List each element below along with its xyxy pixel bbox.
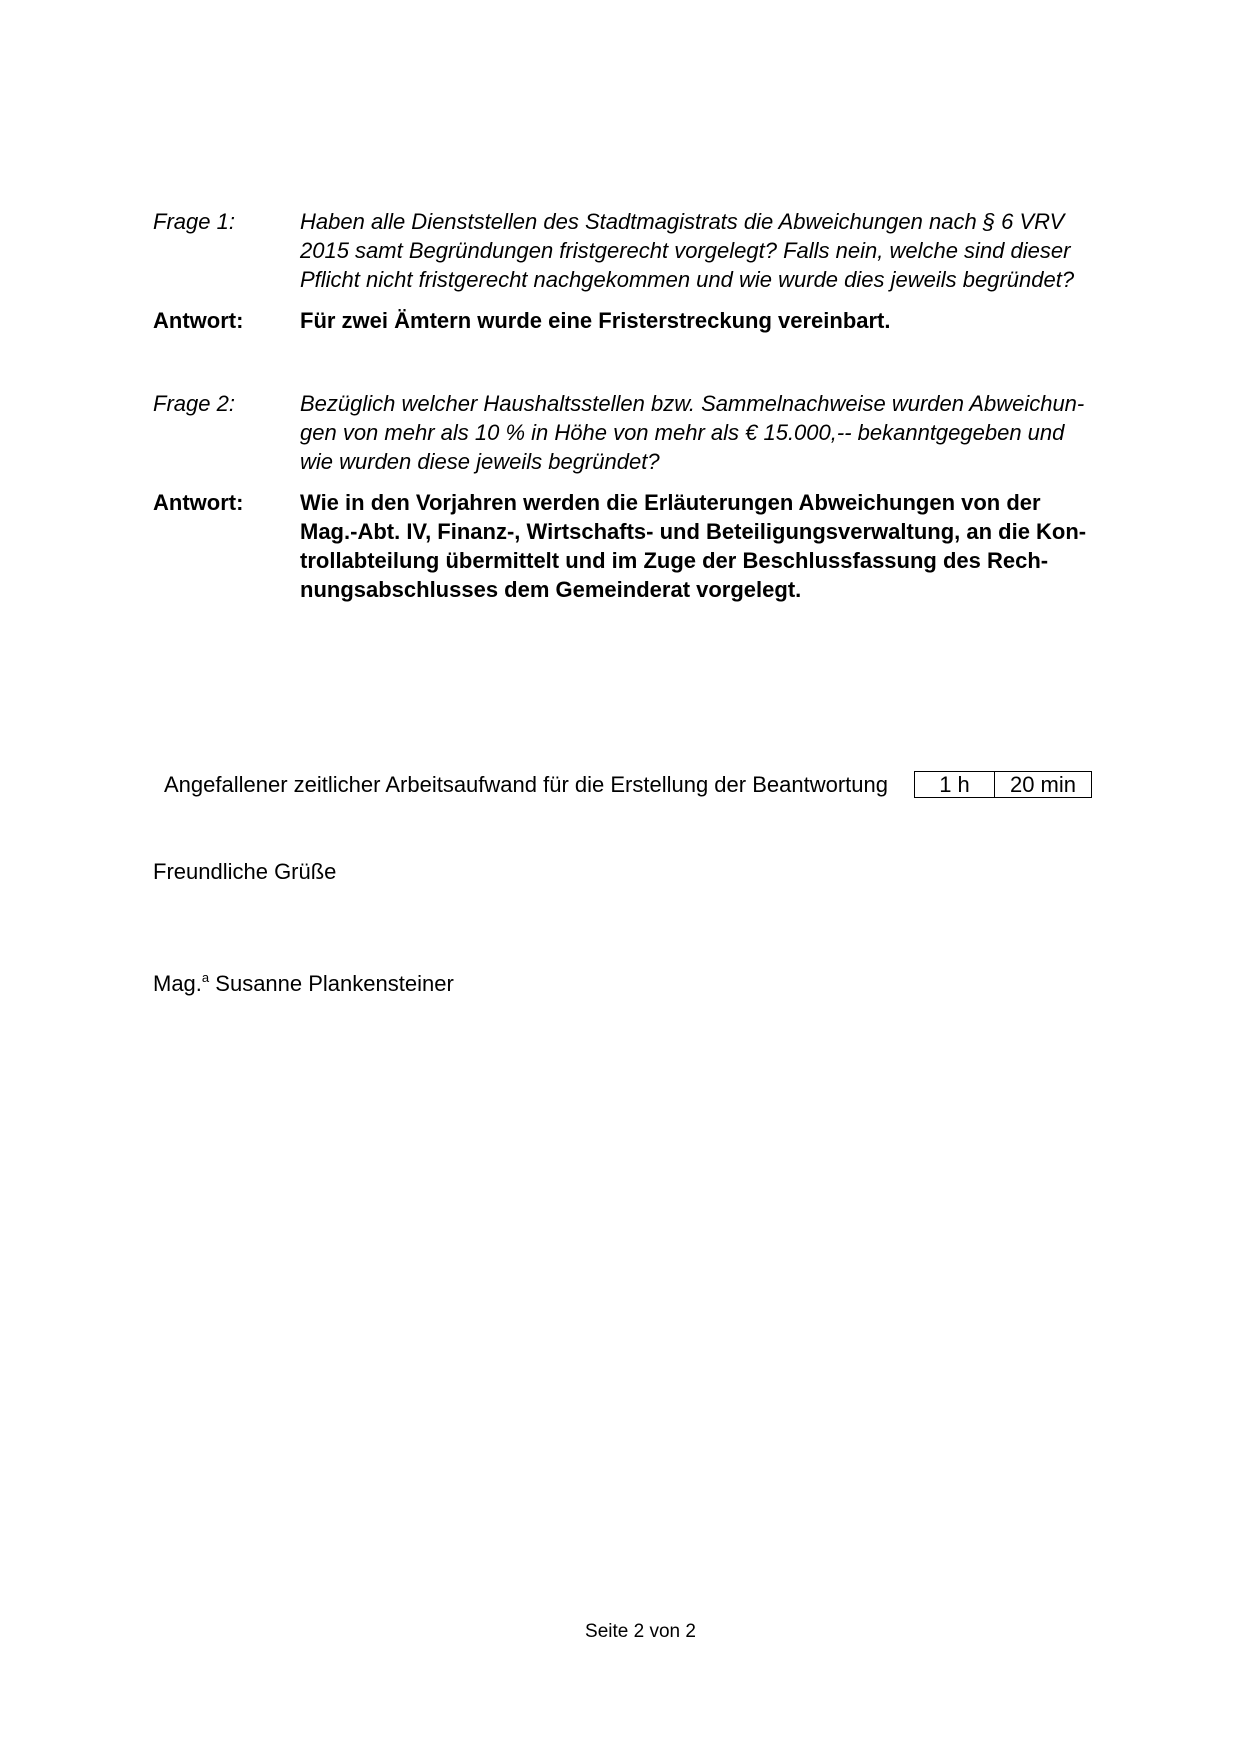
- answer-line: Für zwei Ämtern wurde eine Fristerstreckung vereinbart.: [300, 308, 891, 333]
- signatory-name: Susanne Plankensteiner: [215, 971, 454, 996]
- effort-label: Angefallener zeitlicher Arbeitsaufwand für die Erstellung der Beantwortung: [164, 771, 888, 797]
- answer-text: [300, 488, 1123, 604]
- qa-block-1: [153, 207, 1123, 335]
- answer-label: Antwort:: [153, 308, 244, 333]
- question-text: [300, 389, 1123, 476]
- effort-table-row: [914, 772, 1091, 798]
- academic-title: Mag.: [153, 971, 202, 996]
- question-label: Frage 1:: [153, 209, 235, 234]
- answer-line: Wie in den Vorjahren werden die Erläuterungen Abweichungen von der: [300, 490, 1041, 515]
- question-line: wie wurden diese jeweils begründet?: [300, 449, 660, 474]
- answer-line: nungsabschlusses dem Gemeinderat vorgelegt.: [300, 577, 802, 602]
- question-line: Pflicht nicht fristgerecht nachgekommen und wie wurde dies jeweils begründet?: [300, 267, 1075, 292]
- question-line: Haben alle Dienststellen des Stadtmagistrats die Abweichungen nach § 6 VRV: [300, 209, 1065, 234]
- answer-row: [153, 488, 1123, 604]
- question-text: [300, 207, 1123, 294]
- answer-label: Antwort:: [153, 490, 244, 515]
- effort-section: [164, 771, 1092, 798]
- qa-block-2: [153, 389, 1123, 604]
- academic-title-superscript: a: [201, 970, 210, 985]
- answer-line: Mag.-Abt. IV, Finanz-, Wirtschafts- und Beteiligungsverwaltung, an die Kon-: [300, 519, 1087, 544]
- effort-table: [914, 771, 1092, 798]
- question-line: gen von mehr als 10 % in Höhe von mehr als € 15.000,-- bekanntgegeben und: [300, 420, 1065, 445]
- page-number: Seite 2 von 2: [585, 1621, 696, 1642]
- question-row: [153, 207, 1123, 294]
- effort-hours: 1 h: [914, 772, 994, 798]
- effort-minutes: 20 min: [994, 772, 1091, 798]
- answer-row: [153, 306, 1123, 335]
- answer-line: trollabteilung übermittelt und im Zuge der Beschlussfassung des Rech-: [300, 548, 1049, 573]
- question-line: Bezüglich welcher Haushaltsstellen bzw. Sammelnachweise wurden Abweichun-: [300, 391, 1085, 416]
- greeting: Freundliche Grüße: [153, 859, 337, 884]
- question-row: [153, 389, 1123, 476]
- answer-text: [300, 306, 1123, 335]
- signature: [153, 969, 454, 998]
- question-label: Frage 2:: [153, 391, 235, 416]
- question-line: 2015 samt Begründungen fristgerecht vorgelegt? Falls nein, welche sind dieser: [300, 238, 1071, 263]
